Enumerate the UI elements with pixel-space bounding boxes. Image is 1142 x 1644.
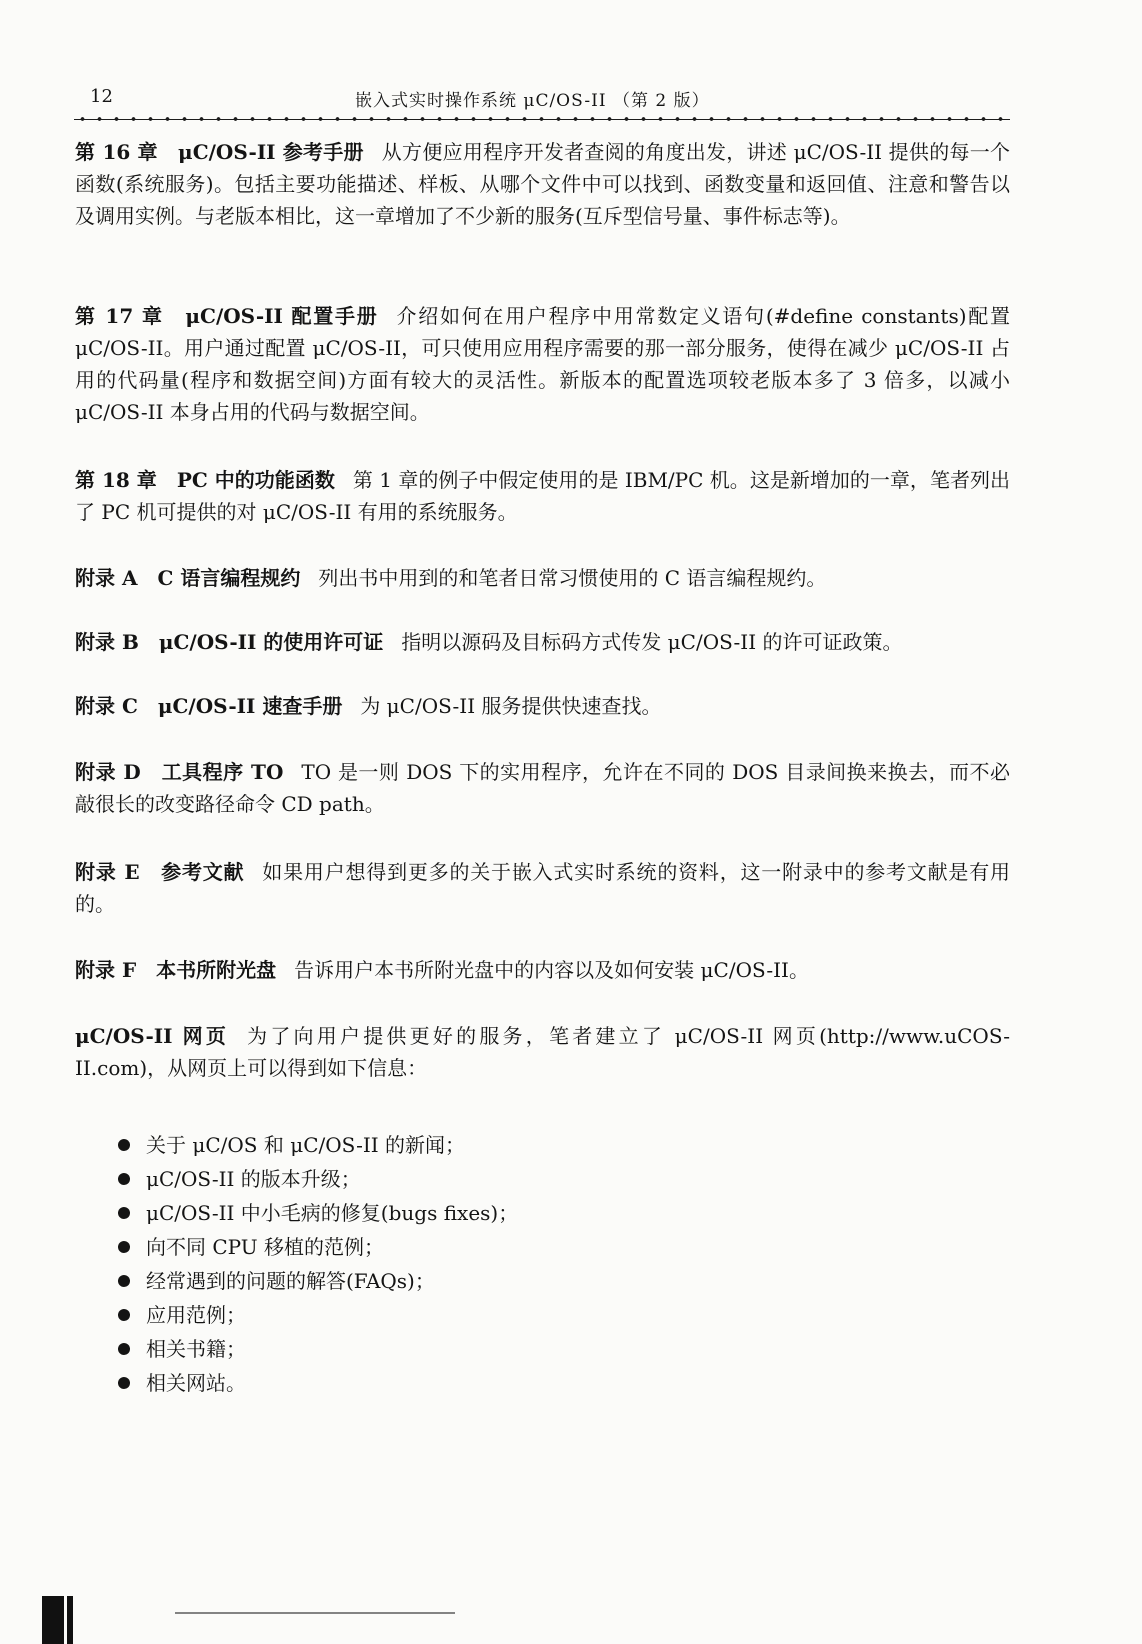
entry-body: 列出书中用到的和笔者日常习惯使用的 C 语言编程规约。 bbox=[318, 566, 827, 590]
list-item: μC/OS-II 中小毛病的修复(bugs fixes)； bbox=[118, 1196, 978, 1230]
entry-chapter-18 bbox=[75, 464, 1010, 528]
entry-appendix-f bbox=[75, 954, 1010, 986]
entry-heading: 附录 A C 语言编程规约 bbox=[75, 566, 301, 590]
bullet-icon bbox=[118, 1377, 130, 1389]
entry-chapter-16 bbox=[75, 136, 1010, 232]
entry-webpage bbox=[75, 1020, 1010, 1084]
bullet-icon bbox=[118, 1241, 130, 1253]
bullet-icon bbox=[118, 1275, 130, 1287]
list-item: 向不同 CPU 移植的范例； bbox=[118, 1230, 978, 1264]
entry-appendix-b bbox=[75, 626, 1010, 658]
entry-body: 告诉用户本书所附光盘中的内容以及如何安装 μC/OS-II。 bbox=[294, 958, 809, 982]
page-number: 12 bbox=[90, 86, 113, 107]
scan-binding-mark bbox=[42, 1596, 64, 1644]
entry-heading: 附录 B μC/OS-II 的使用许可证 bbox=[75, 630, 384, 654]
list-item: μC/OS-II 的版本升级； bbox=[118, 1162, 978, 1196]
list-item: 经常遇到的问题的解答(FAQs)； bbox=[118, 1264, 978, 1298]
entry-heading: 附录 C μC/OS-II 速查手册 bbox=[75, 694, 343, 718]
entry-heading: 附录 F 本书所附光盘 bbox=[75, 958, 277, 982]
entry-appendix-c bbox=[75, 690, 1010, 722]
entry-body: 指明以源码及目标码方式传发 μC/OS-II 的许可证政策。 bbox=[401, 630, 903, 654]
entry-heading: 附录 E 参考文献 bbox=[75, 860, 245, 884]
entry-body: 介绍如何在用户程序中用常数定义语句(#define constants)配置 μC/OS-II。用户通过配置 μC/OS-II，可只使用应用程序需要的那一部分服务，使得在减少 μC/OS-II 占用的代码量(程序和数据空间)方面有较大的灵活性。新版本的配置选项较老版本多了 3 倍多，以减小 μC/OS-II 本身占用的代码与数据空间。 bbox=[75, 304, 1010, 424]
entry-body: 从方便应用程序开发者查阅的角度出发，讲述 μC/OS-II 提供的每一个函数(系统服务)。包括主要功能描述、样板、从哪个文件中可以找到、函数变量和返回值、注意和警告以及调用实例。与老版本相比，这一章增加了不少新的服务(互斥型信号量、事件标志等)。 bbox=[75, 140, 1010, 228]
entry-appendix-e bbox=[75, 856, 1010, 920]
webpage-info-list bbox=[118, 1128, 978, 1400]
list-item: 相关网站。 bbox=[118, 1366, 978, 1400]
entry-heading: μC/OS-II 网页 bbox=[75, 1024, 230, 1048]
bullet-icon bbox=[118, 1173, 130, 1185]
entry-body: TO 是一则 DOS 下的实用程序，允许在不同的 DOS 目录间换来换去，而不必敲很长的改变路径命令 CD path。 bbox=[75, 760, 1011, 816]
page-header bbox=[90, 86, 1010, 112]
entry-body: 为 μC/OS-II 服务提供快速查找。 bbox=[360, 694, 662, 718]
entry-appendix-a bbox=[75, 562, 1010, 594]
list-item: 应用范例； bbox=[118, 1298, 978, 1332]
list-item: 关于 μC/OS 和 μC/OS-II 的新闻； bbox=[118, 1128, 978, 1162]
entry-heading: 附录 D 工具程序 TO bbox=[75, 760, 284, 784]
scan-artifact-line bbox=[175, 1612, 455, 1614]
bullet-icon bbox=[118, 1309, 130, 1321]
entry-body: 如果用户想得到更多的关于嵌入式实时系统的资料，这一附录中的参考文献是有用的。 bbox=[75, 860, 1010, 916]
list-item: 相关书籍； bbox=[118, 1332, 978, 1366]
bullet-icon bbox=[118, 1139, 130, 1151]
entry-heading: 第 16 章 μC/OS-II 参考手册 bbox=[75, 140, 364, 164]
running-title: 嵌入式实时操作系统 μC/OS-II （第 2 版） bbox=[355, 91, 710, 111]
scan-binding-mark bbox=[67, 1596, 73, 1644]
entry-body: 第 1 章的例子中假定使用的是 IBM/PC 机。这是新增加的一章，笔者列出了 PC 机可提供的对 μC/OS-II 有用的系统服务。 bbox=[75, 468, 1010, 524]
entry-body: 为了向用户提供更好的服务，笔者建立了 μC/OS-II 网页(http://www.uCOS-II.com)，从网页上可以得到如下信息： bbox=[75, 1024, 1011, 1080]
entry-chapter-17 bbox=[75, 300, 1010, 428]
entry-heading: 第 17 章 μC/OS-II 配置手册 bbox=[75, 304, 379, 328]
entry-heading: 第 18 章 PC 中的功能函数 bbox=[75, 468, 335, 492]
header-dotted-rule bbox=[74, 114, 1010, 124]
bullet-icon bbox=[118, 1207, 130, 1219]
bullet-icon bbox=[118, 1343, 130, 1355]
entry-appendix-d bbox=[75, 756, 1010, 820]
